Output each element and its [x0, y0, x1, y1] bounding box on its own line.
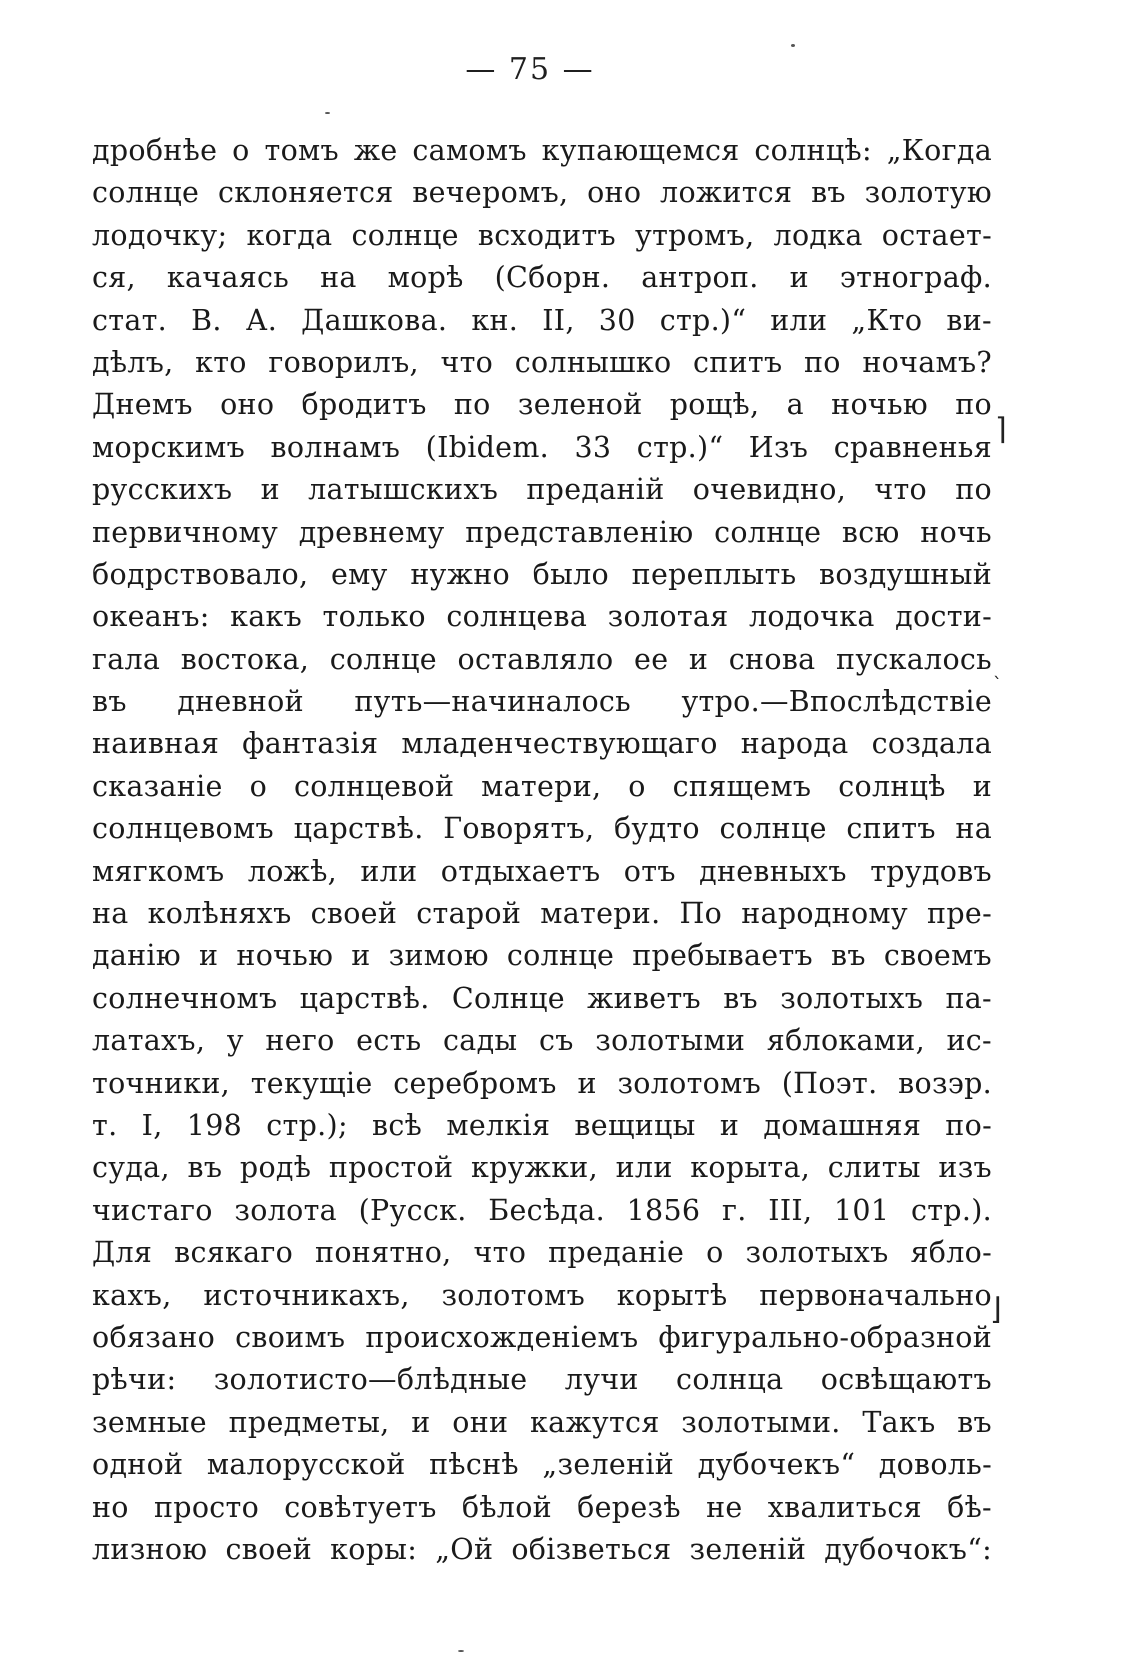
text-line: рѣчи: золотисто—блѣдные лучи солнца освѣщаютъ [92, 1363, 992, 1397]
text-line: на колѣняхъ своей старой матери. По народному пре- [92, 897, 992, 931]
text-line: т. I, 198 стр.); всѣ мелкія вещицы и домашняя по- [92, 1108, 992, 1142]
text-line: лизною своей коры: „Ой обізветься зеленій дубочокъ“: [92, 1532, 992, 1566]
text-line: обязано своимъ происхожденіемъ фигурально-образной [92, 1320, 992, 1354]
text-line: мягкомъ ложѣ, или отдыхаетъ отъ дневныхъ трудовъ [92, 854, 992, 888]
text-line: сказаніе о солнцевой матери, о спящемъ солнцѣ и [92, 769, 992, 803]
ink-speck [325, 112, 330, 114]
text-line: въ дневной путь—начиналось утро.—Впослѣдствіе [92, 685, 992, 719]
text-line: лодочку; когда солнце всходитъ утромъ, лодка остает- [92, 218, 992, 252]
margin-bracket-mark: ⌋ [990, 1292, 1002, 1327]
margin-tick-mark: ˋ [993, 674, 1002, 695]
margin-bracket-mark: ⌉ [995, 412, 1007, 447]
text-line: Днемъ оно бродитъ по зеленой рощѣ, а ночью по [92, 388, 992, 422]
text-line: Для всякаго понятно, что преданіе о золотыхъ ябло- [92, 1236, 992, 1270]
text-line: океанъ: какъ только солнцева золотая лодочка дости- [92, 600, 992, 634]
text-line: дробнѣе о томъ же самомъ купающемся солнцѣ: „Когда [92, 134, 992, 167]
body-text [92, 130, 992, 1571]
text-line: но просто совѣтуетъ бѣлой березѣ не хвалиться бѣ- [92, 1490, 992, 1524]
text-line: морскимъ волнамъ (Ibidem. 33 стр.)“ Изъ сравненья [92, 430, 992, 464]
text-line: ся, качаясь на морѣ (Сборн. антроп. и этнограф. [92, 261, 992, 295]
text-line: стат. В. А. Дашкова. кн. II, 30 стр.)“ или „Кто ви- [92, 303, 992, 337]
text-line: гала востока, солнце оставляло ее и снова пускалось [92, 642, 992, 676]
text-line: солнце склоняется вечеромъ, оно ложится въ золотую [92, 176, 992, 210]
ink-speck [458, 1650, 464, 1652]
text-line: солнцевомъ царствѣ. Говорятъ, будто солнце спитъ на [92, 812, 992, 846]
text-line: дѣлъ, кто говорилъ, что солнышко спитъ по ночамъ? [92, 345, 992, 379]
text-line: земные предметы, и они кажутся золотыми. Такъ въ [92, 1405, 992, 1439]
text-line: одной малорусской пѣснѣ „зеленій дубочекъ“ доволь- [92, 1448, 992, 1482]
text-line: русскихъ и латышскихъ преданій очевидно, что по [92, 473, 992, 507]
text-line: наивная фантазія младенчествующаго народа создала [92, 727, 992, 761]
text-line: чистаго золота (Русск. Бесѣда. 1856 г. III, 101 стр.). [92, 1193, 992, 1227]
text-line: латахъ, у него есть сады съ золотыми яблоками, ис- [92, 1024, 992, 1058]
text-line: кахъ, источникахъ, золотомъ корытѣ первоначально [92, 1278, 992, 1312]
text-line: солнечномъ царствѣ. Солнце живетъ въ золотыхъ па- [92, 981, 992, 1015]
text-line: бодрствовало, ему нужно было переплыть воздушный [92, 557, 992, 591]
ink-speck [791, 44, 795, 47]
text-line: первичному древнему представленію солнце всю ночь [92, 515, 992, 549]
text-line: данію и ночью и зимою солнце пребываетъ въ своемъ [92, 939, 992, 973]
text-line: точники, текущіе серебромъ и золотомъ (Поэт. возэр. [92, 1066, 992, 1100]
text-line: суда, въ родѣ простой кружки, или корыта, слиты изъ [92, 1151, 992, 1185]
page-number: — 75 — [465, 52, 595, 87]
